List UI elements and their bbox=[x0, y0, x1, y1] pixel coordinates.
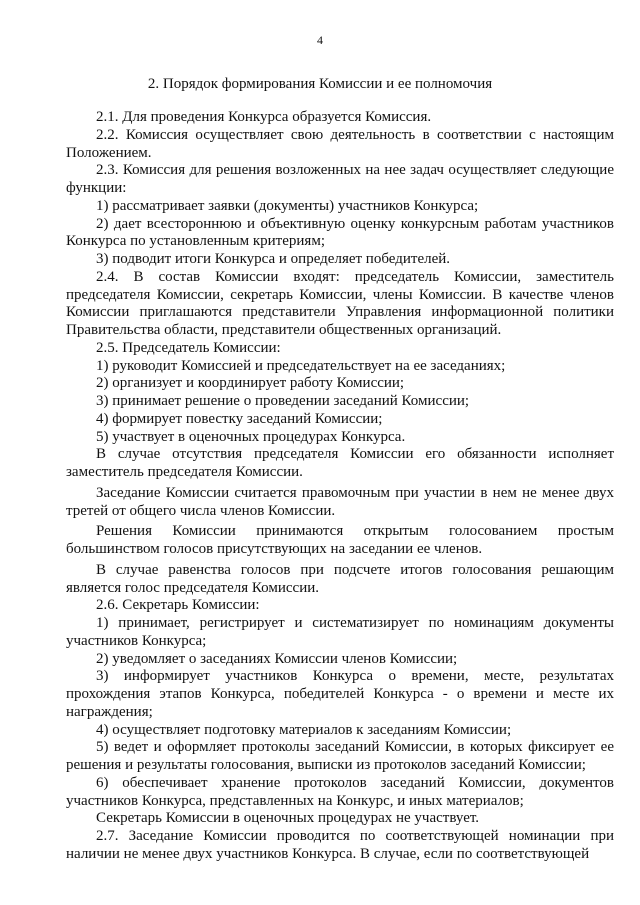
paragraph: 2.4. В состав Комиссии входят: председатель Комиссии, заместитель председателя Комиссии, секретарь Комиссии, члены Комиссии. В качестве членов Комиссии приглашаются представители Управления информационной политики Правительства области, представители общественных организаций. bbox=[66, 268, 614, 338]
list-item: 2) организует и координирует работу Комиссии; bbox=[96, 375, 405, 392]
paragraph: В случае равенства голосов при подсчете итогов голосования решающим является голос председателя Комиссии. bbox=[66, 561, 614, 596]
list-item: 1) руководит Комиссией и председательствует на ее заседаниях; bbox=[96, 357, 506, 374]
list-item: 4) формирует повестку заседаний Комиссии; bbox=[96, 410, 383, 427]
list-item: 4) осуществляет подготовку материалов к заседаниям Комиссии; bbox=[96, 721, 512, 738]
page-number: 4 bbox=[317, 33, 323, 47]
list-item: 5) участвует в оценочных процедурах Конкурса. bbox=[96, 428, 406, 445]
list-item: 3) принимает решение о проведении заседаний Комиссии; bbox=[96, 393, 470, 409]
section-heading: 2. Порядок формирования Комиссии и ее полномочия bbox=[147, 76, 493, 92]
paragraph: 2.3. Комиссия для решения возложенных на нее задач осуществляет следующие функции: bbox=[66, 162, 614, 196]
paragraph: 2.6. Секретарь Комиссии: bbox=[96, 597, 260, 614]
list-item: 1) принимает, регистрирует и систематизирует по номинациям документы участников Конкурса; bbox=[66, 615, 614, 649]
list-item: 2) дает всестороннюю и объективную оценку конкурсным работам участников Конкурса по установленным критериям; bbox=[66, 215, 614, 250]
list-item: 2) уведомляет о заседаниях Комиссии членов Комиссии; bbox=[96, 650, 458, 667]
paragraph: 2.2. Комиссия осуществляет свою деятельность в соответствии с настоящим Положением. bbox=[66, 126, 614, 161]
list-item: 1) рассматривает заявки (документы) участников Конкурса; bbox=[96, 197, 479, 214]
paragraph: Заседание Комиссии считается правомочным при участии в нем не менее двух третей от общего числа членов Комиссии. bbox=[66, 484, 614, 519]
document-body bbox=[66, 109, 614, 864]
paragraph: 2.7. Заседание Комиссии проводится по соответствующей номинации при наличии не менее двух участников Конкурса. В случае, если по соответствующей bbox=[66, 828, 614, 862]
paragraph: 2.5. Председатель Комиссии: bbox=[96, 339, 281, 356]
paragraph: 2.1. Для проведения Конкурса образуется Комиссия. bbox=[96, 109, 432, 125]
list-item: 6) обеспечивает хранение протоколов заседаний Комиссии, документов участников Конкурса, представленных на Конкурс, и иных материалов; bbox=[66, 774, 614, 809]
list-item: 3) информирует участников Конкурса о времени, месте, результатах прохождения этапов Конкурса, победителей Конкурса - о времени и месте их награждения; bbox=[66, 668, 614, 720]
paragraph: Секретарь Комиссии в оценочных процедурах не участвует. bbox=[96, 810, 480, 827]
list-item: 3) подводит итоги Конкурса и определяет победителей. bbox=[96, 251, 451, 267]
paragraph: В случае отсутствия председателя Комиссии его обязанности исполняет заместитель председателя Комиссии. bbox=[66, 446, 614, 480]
list-item: 5) ведет и оформляет протоколы заседаний Комиссии, в которых фиксирует ее решения и результаты голосования, выписки из протоколов заседаний Комиссии; bbox=[66, 739, 614, 773]
paragraph: Решения Комиссии принимаются открытым голосованием простым большинством голосов присутствующих на заседании ее членов. bbox=[66, 523, 614, 557]
